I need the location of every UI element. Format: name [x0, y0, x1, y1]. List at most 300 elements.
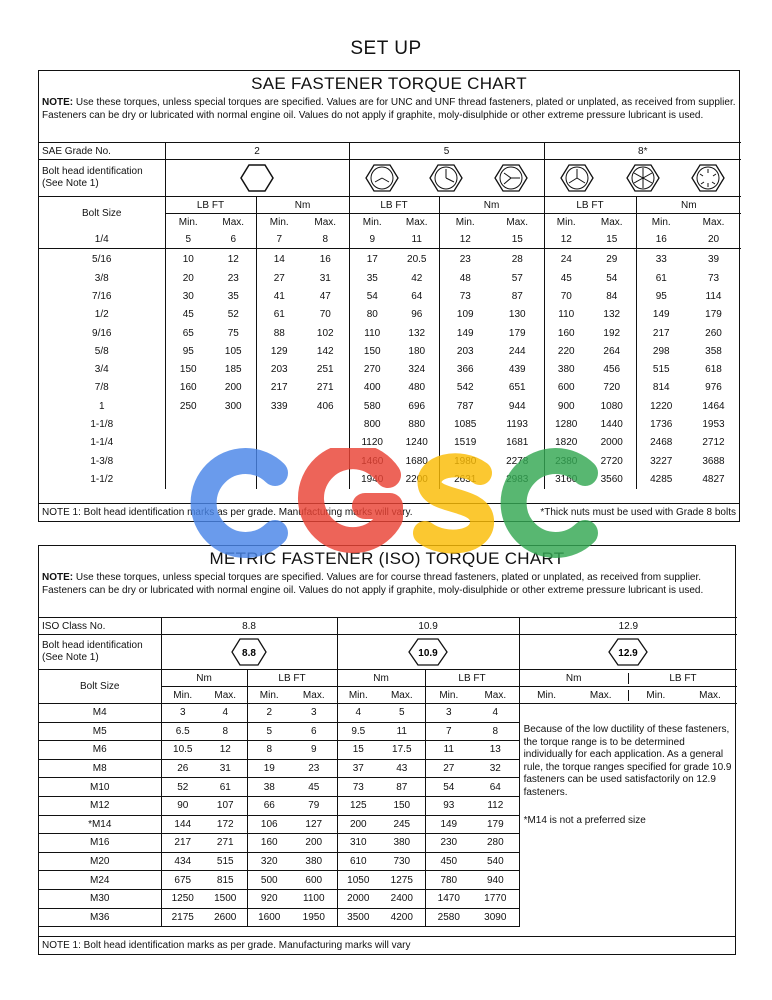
metric-min-header: Min.	[646, 689, 666, 701]
torque-cell: 1519	[454, 437, 477, 449]
torque-cell: 651	[491, 379, 544, 397]
sae-max-header: Max.	[702, 216, 725, 228]
torque-cell: 105	[211, 342, 256, 360]
metric-min-header: Min.	[247, 687, 291, 704]
bolt-size-cell: M20	[39, 852, 161, 871]
torque-cell: 150	[363, 345, 381, 357]
torque-cell: 3560	[588, 470, 636, 488]
watermark-letter-g	[311, 456, 390, 540]
torque-cell: 114	[705, 290, 722, 302]
torque-cell: 2	[247, 704, 291, 723]
torque-cell: 192	[588, 324, 636, 342]
torque-cell: 43	[379, 759, 425, 778]
torque-cell: 35	[211, 287, 256, 305]
metric-max-header: Max.	[699, 689, 721, 701]
torque-cell: 271	[204, 834, 247, 853]
watermark	[180, 448, 600, 558]
torque-cell: 4	[337, 704, 379, 723]
torque-cell: 4	[204, 704, 247, 723]
torque-cell: 7	[256, 230, 302, 249]
torque-cell: 35	[366, 272, 378, 284]
torque-cell: 515	[204, 852, 247, 871]
torque-cell: 3160	[555, 473, 578, 485]
torque-cell: 61	[273, 309, 285, 321]
bolt-size-cell: 1-1/8	[39, 415, 165, 433]
bolt-size-cell: 5/16	[39, 249, 165, 270]
sae-min-header: Min.	[455, 216, 475, 228]
torque-cell: 144	[161, 815, 204, 834]
torque-cell: 2720	[588, 452, 636, 470]
torque-cell	[302, 415, 349, 433]
metric-class-129: 12.9	[519, 618, 737, 635]
torque-cell: 149	[456, 327, 474, 339]
bolt-size-cell: 1	[39, 397, 165, 415]
sae-footnote-left: NOTE 1: Bolt head identification marks as per grade. Manufacturing marks will vary.	[42, 507, 413, 518]
sae-max-header: Max.	[302, 214, 349, 231]
torque-cell: 1050	[337, 871, 379, 890]
torque-cell: 220	[557, 345, 575, 357]
torque-cell: 264	[588, 342, 636, 360]
torque-cell: 1250	[161, 889, 204, 908]
torque-cell: 2600	[204, 908, 247, 927]
hex-88-icon	[231, 637, 267, 667]
sae-min-header: Min.	[269, 216, 289, 228]
torque-cell: 2631	[454, 473, 477, 485]
torque-cell: 1080	[588, 397, 636, 415]
metric-class-label: ISO Class No.	[39, 618, 161, 635]
torque-cell: 54	[366, 290, 378, 302]
torque-cell: 52	[211, 306, 256, 324]
sae-unit-nm: Nm	[439, 197, 544, 214]
torque-cell: 1085	[454, 419, 477, 431]
torque-cell: 400	[363, 382, 381, 394]
torque-cell: 179	[491, 324, 544, 342]
table-row	[39, 360, 741, 378]
torque-cell: 180	[395, 342, 439, 360]
hex-grade5-icon	[494, 163, 528, 193]
sae-min-header: Min.	[651, 216, 671, 228]
torque-cell: 12	[544, 230, 588, 249]
metric-max-header: Max.	[291, 687, 337, 704]
torque-cell: 2400	[379, 889, 425, 908]
torque-cell: 730	[379, 852, 425, 871]
torque-cell: 73	[337, 778, 379, 797]
torque-cell: 95	[182, 345, 194, 357]
table-row	[39, 415, 741, 433]
torque-cell: 110	[558, 309, 575, 321]
metric-max-header: Max.	[574, 690, 629, 701]
hex-129-mark: 12.9	[618, 648, 639, 659]
torque-cell: 6.5	[161, 722, 204, 741]
torque-cell: 2580	[425, 908, 472, 927]
sae-unit-nm: Nm	[256, 197, 349, 214]
torque-cell: 87	[379, 778, 425, 797]
torque-cell: 4200	[379, 908, 425, 927]
table-row	[39, 287, 741, 305]
torque-cell: 90	[161, 796, 204, 815]
torque-cell: 149	[425, 815, 472, 834]
torque-cell: 65	[182, 327, 194, 339]
bolt-size-cell: M30	[39, 889, 161, 908]
torque-cell: 310	[337, 834, 379, 853]
sae-min-header: Min.	[178, 216, 198, 228]
bolt-size-cell: 7/16	[39, 287, 165, 305]
torque-cell: 32	[472, 759, 519, 778]
bolt-size-cell: M36	[39, 908, 161, 927]
sae-min-header: Min.	[556, 216, 576, 228]
bolt-size-cell: 1-3/8	[39, 452, 165, 470]
torque-cell: 542	[456, 382, 474, 394]
watermark-letter-c	[514, 461, 585, 545]
torque-cell: 406	[302, 397, 349, 415]
bolt-size-cell: M16	[39, 834, 161, 853]
torque-cell: 3227	[650, 455, 673, 467]
torque-cell: 200	[211, 379, 256, 397]
torque-cell: 1120	[361, 437, 383, 449]
metric-unit-nm: Nm	[337, 670, 425, 687]
sae-unit-nm: Nm	[636, 197, 741, 214]
torque-cell: 2983	[491, 470, 544, 488]
torque-cell: 217	[270, 382, 288, 394]
torque-cell: 95	[655, 290, 667, 302]
hex-109-mark: 10.9	[418, 648, 438, 659]
torque-cell: 80	[366, 309, 378, 321]
torque-cell: 1193	[491, 415, 544, 433]
torque-cell: 540	[472, 852, 519, 871]
torque-cell: 84	[588, 287, 636, 305]
torque-cell: 73	[459, 290, 471, 302]
torque-cell: 73	[707, 272, 720, 284]
sae-max-header: Max.	[211, 214, 256, 231]
torque-cell: 45	[560, 272, 572, 284]
torque-cell: 9.5	[337, 722, 379, 741]
torque-cell: 23	[291, 759, 337, 778]
metric-min-header: Min.	[337, 687, 379, 704]
torque-cell: 41	[273, 290, 285, 302]
torque-cell: 2278	[491, 452, 544, 470]
torque-cell: 439	[491, 360, 544, 378]
torque-cell: 271	[302, 379, 349, 397]
hex-109-icon	[408, 637, 448, 667]
torque-cell: 1600	[247, 908, 291, 927]
watermark-logo	[180, 448, 600, 558]
torque-cell: 600	[557, 382, 575, 394]
torque-cell: 75	[211, 324, 256, 342]
sae-head-grade-2	[165, 160, 349, 197]
torque-cell: 251	[302, 360, 349, 378]
torque-cell: 515	[652, 364, 670, 376]
torque-cell: 1680	[395, 452, 439, 470]
hex-88-mark: 8.8	[242, 648, 256, 659]
metric-129-minmax	[519, 687, 737, 704]
torque-cell: 618	[705, 364, 722, 376]
metric-unit-lbft: LB FT	[669, 672, 697, 684]
torque-cell: 944	[491, 397, 544, 415]
sae-max-header: Max.	[491, 214, 544, 231]
torque-cell	[165, 415, 211, 433]
torque-cell: 54	[588, 269, 636, 287]
bolt-size-cell: M5	[39, 722, 161, 741]
torque-cell: 203	[456, 345, 474, 357]
torque-cell: 2468	[650, 437, 673, 449]
torque-cell: 1940	[361, 473, 384, 485]
torque-cell: 9	[349, 230, 395, 249]
torque-cell: 1736	[650, 419, 673, 431]
bolt-size-cell: *M14	[39, 815, 161, 834]
table-row	[39, 704, 737, 723]
hex-grade8-icon	[560, 163, 594, 193]
torque-cell: 380	[379, 834, 425, 853]
torque-cell: 61	[204, 778, 247, 797]
torque-cell: 45	[182, 309, 194, 321]
torque-cell: 920	[247, 889, 291, 908]
torque-cell: 1460	[361, 455, 384, 467]
bolt-size-cell: 3/8	[39, 269, 165, 287]
torque-cell: 132	[588, 306, 636, 324]
metric-table-body	[39, 704, 737, 927]
torque-cell: 610	[337, 852, 379, 871]
torque-cell: 358	[705, 345, 722, 357]
sae-table	[39, 142, 741, 489]
torque-cell: 8	[204, 722, 247, 741]
sae-min-header: Min.	[362, 216, 382, 228]
torque-cell: 245	[379, 815, 425, 834]
torque-cell: 160	[557, 327, 575, 339]
torque-cell: 1280	[555, 419, 578, 431]
torque-cell: 129	[270, 345, 288, 357]
metric-note-label: NOTE:	[42, 572, 74, 583]
torque-cell: 200	[291, 834, 337, 853]
table-row	[39, 397, 741, 415]
torque-cell: 15	[588, 230, 636, 249]
torque-cell: 300	[211, 397, 256, 415]
torque-cell: 880	[395, 415, 439, 433]
metric-note-text: Use these torques, unless special torques are specified. Values are for course thread fasteners, plated or unplated, as received from supplier. Fasteners can be dry or lubricated with normal engine oil. Values do not apply if graphite, moly-disulphide or other extreme pressure lubricant is used.	[42, 572, 704, 596]
torque-cell: 5	[165, 230, 211, 249]
torque-cell	[256, 415, 302, 433]
sae-unit-lbft: LB FT	[165, 197, 256, 214]
torque-cell: 380	[557, 364, 575, 376]
torque-cell: 320	[247, 852, 291, 871]
table-row	[39, 306, 741, 324]
sae-footnote-right: *Thick nuts must be used with Grade 8 bolts	[540, 507, 736, 518]
torque-cell: 15	[491, 230, 544, 249]
torque-cell: 12	[211, 249, 256, 270]
torque-cell: 366	[456, 364, 474, 376]
torque-cell: 26	[161, 759, 204, 778]
torque-cell: 31	[204, 759, 247, 778]
torque-cell: 110	[364, 327, 381, 339]
torque-cell: 142	[302, 342, 349, 360]
metric-head-label: Bolt head identification (See Note 1)	[39, 635, 161, 670]
torque-cell: 270	[363, 364, 381, 376]
torque-cell: 87	[491, 287, 544, 305]
torque-cell: 17	[366, 253, 378, 265]
torque-cell: 47	[302, 287, 349, 305]
torque-cell: 5	[379, 704, 425, 723]
bolt-size-cell: M4	[39, 704, 161, 723]
table-row	[39, 815, 737, 834]
torque-cell: 172	[204, 815, 247, 834]
torque-cell: 2000	[337, 889, 379, 908]
sae-grade-label: SAE Grade No.	[39, 143, 165, 160]
torque-cell: 96	[395, 306, 439, 324]
torque-cell: 42	[395, 269, 439, 287]
page-title: SET UP	[350, 38, 422, 59]
sae-head-label: Bolt head identification (See Note 1)	[39, 160, 165, 197]
bolt-size-cell: 3/4	[39, 360, 165, 378]
metric-bolt-size-header: Bolt Size	[39, 670, 161, 704]
torque-cell: 217	[652, 327, 670, 339]
bolt-size-cell: 9/16	[39, 324, 165, 342]
torque-cell: 23	[211, 269, 256, 287]
metric-max-header: Max.	[472, 687, 519, 704]
torque-cell: 16	[302, 249, 349, 270]
metric-unit-lbft: LB FT	[247, 670, 337, 687]
torque-cell: 380	[291, 852, 337, 871]
sae-unit-lbft: LB FT	[349, 197, 439, 214]
torque-cell: 88	[273, 327, 285, 339]
torque-cell: 3	[161, 704, 204, 723]
bolt-size-cell: M24	[39, 871, 161, 890]
torque-cell: 217	[161, 834, 204, 853]
bolt-size-cell: M8	[39, 759, 161, 778]
watermark-letter-s	[425, 465, 482, 541]
torque-cell: 33	[655, 253, 667, 265]
torque-cell: 79	[291, 796, 337, 815]
bolt-size-cell: M12	[39, 796, 161, 815]
torque-cell: 107	[204, 796, 247, 815]
torque-cell: 1470	[425, 889, 472, 908]
torque-cell: 149	[652, 309, 670, 321]
torque-cell: 1980	[454, 455, 477, 467]
torque-cell: 2380	[555, 455, 578, 467]
torque-cell: 20	[686, 230, 741, 249]
torque-cell: 54	[425, 778, 472, 797]
hex-grade8-icon	[626, 163, 660, 193]
torque-cell: 8	[302, 230, 349, 249]
metric-note	[39, 571, 735, 617]
metric-unit-lbft: LB FT	[425, 670, 519, 687]
torque-cell: 15	[337, 741, 379, 760]
torque-cell: 17.5	[379, 741, 425, 760]
sae-max-header: Max.	[588, 214, 636, 231]
torque-cell: 260	[705, 327, 722, 339]
torque-cell: 102	[302, 324, 349, 342]
torque-cell: 3090	[472, 908, 519, 927]
metric-chart-title: METRIC FASTENER (ISO) TORQUE CHART	[209, 549, 565, 568]
torque-cell: 1240	[395, 434, 439, 452]
torque-cell: 112	[472, 796, 519, 815]
torque-cell: 1681	[491, 434, 544, 452]
metric-min-header: Min.	[161, 687, 204, 704]
torque-cell: 200	[337, 815, 379, 834]
metric-max-header: Max.	[379, 687, 425, 704]
torque-cell: 5	[247, 722, 291, 741]
torque-cell: 500	[247, 871, 291, 890]
torque-cell	[211, 415, 256, 433]
torque-cell: 64	[395, 287, 439, 305]
torque-cell: 1275	[379, 871, 425, 890]
torque-cell: 160	[179, 382, 197, 394]
bolt-size-cell: M10	[39, 778, 161, 797]
torque-cell: 720	[588, 379, 636, 397]
sae-max-header: Max.	[395, 214, 439, 231]
torque-cell: 4827	[702, 473, 725, 485]
metric-unit-nm: Nm	[520, 673, 629, 684]
torque-cell: 7	[425, 722, 472, 741]
torque-cell: 150	[179, 364, 197, 376]
torque-cell: 10	[182, 253, 194, 265]
torque-cell: 1220	[650, 400, 673, 412]
sae-grade-2: 2	[165, 143, 349, 160]
torque-cell: 9	[291, 741, 337, 760]
torque-cell: 20	[182, 272, 194, 284]
metric-max-header: Max.	[204, 687, 247, 704]
torque-cell: 3	[291, 704, 337, 723]
torque-cell: 600	[291, 871, 337, 890]
torque-cell: 3500	[337, 908, 379, 927]
torque-cell: 675	[161, 871, 204, 890]
torque-cell: 70	[560, 290, 572, 302]
ductility-note: Because of the low ductility of these fasteners, the torque range is to be determined individually for each application. As a general rule, the torque ranges specified for grade 10.9 fasteners can be used satisfactorily on 12.9 fasteners.	[523, 724, 732, 798]
table-row	[39, 342, 741, 360]
sae-note-text: Use these torques, unless special torques are specified. Values are for UNC and UNF thread fasteners, plated or unplated, as received from supplier. Fasteners can be dry or lubricated with normal engine oil. Values do not apply if graphite, moly-disulphide or other extreme pressure lubricant is used.	[42, 97, 736, 121]
bolt-size-cell: 1/4	[39, 230, 165, 249]
m14-note: *M14 is not a preferred size	[523, 815, 646, 827]
torque-cell: 787	[456, 400, 474, 412]
metric-129-units	[519, 670, 737, 687]
torque-cell: 19	[247, 759, 291, 778]
torque-cell: 230	[425, 834, 472, 853]
torque-cell: 6	[211, 230, 256, 249]
torque-cell: 298	[652, 345, 670, 357]
torque-cell: 39	[707, 253, 720, 265]
sae-note-label: NOTE:	[42, 97, 74, 108]
torque-cell: 1950	[291, 908, 337, 927]
table-row	[39, 324, 741, 342]
table-row	[39, 379, 741, 397]
torque-cell: 13	[472, 741, 519, 760]
torque-cell: 2712	[702, 437, 725, 449]
torque-cell: 1500	[204, 889, 247, 908]
torque-cell: 4	[472, 704, 519, 723]
torque-cell: 976	[705, 382, 722, 394]
torque-cell: 14	[273, 253, 285, 265]
metric-head-88	[161, 635, 337, 670]
torque-cell: 179	[705, 309, 722, 321]
torque-cell: 450	[425, 852, 472, 871]
hex-grade8-icon	[691, 163, 725, 193]
hex-grade5-icon	[429, 163, 463, 193]
torque-cell: 16	[636, 230, 686, 249]
sae-head-grade-5	[349, 160, 544, 197]
torque-cell: 11	[395, 230, 439, 249]
metric-footnote: NOTE 1: Bolt head identification marks as per grade. Manufacturing marks will vary	[39, 936, 735, 954]
torque-cell: 8	[247, 741, 291, 760]
sae-unit-lbft: LB FT	[544, 197, 636, 214]
torque-cell: 1770	[472, 889, 519, 908]
torque-cell: 64	[472, 778, 519, 797]
torque-cell: 130	[491, 306, 544, 324]
torque-cell: 580	[363, 400, 381, 412]
torque-cell: 12	[439, 230, 491, 249]
torque-cell: 31	[302, 269, 349, 287]
bolt-size-cell: 1-1/4	[39, 434, 165, 452]
torque-cell: 66	[247, 796, 291, 815]
torque-cell: 2175	[161, 908, 204, 927]
hex-plain-icon	[240, 163, 274, 193]
